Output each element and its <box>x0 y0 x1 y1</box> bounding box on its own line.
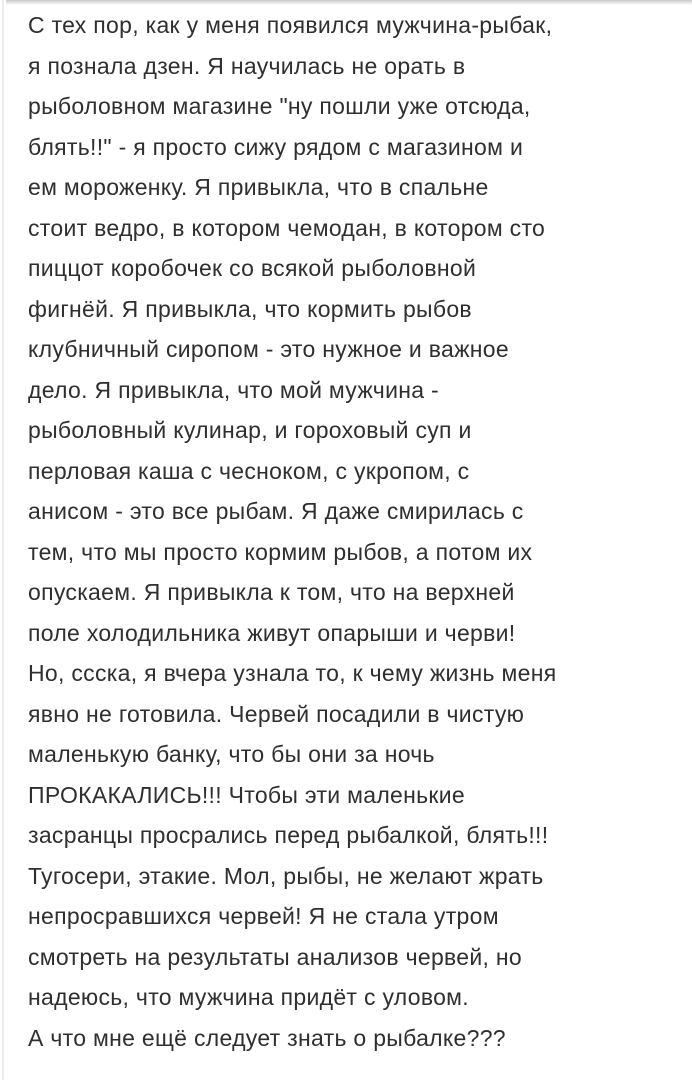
text-line: непросравшихся червей! Я не стала утром <box>28 903 499 929</box>
text-line: смотреть на результаты анализов червей, но <box>28 943 523 970</box>
text-line: фигнёй. Я привыкла, что кормить рыбов <box>28 295 472 322</box>
text-line: дело. Я привыкла, что мой мужчина - <box>28 376 439 403</box>
post-text-block <box>28 5 682 1058</box>
text-line: маленькую банку, что бы они за ночь <box>28 741 435 767</box>
text-line: надеюсь, что мужчина придёт с уловом. <box>28 984 469 1010</box>
text-line: я познала дзен. Я научилась не орать в <box>28 52 466 79</box>
text-line: тем, что мы просто кормим рыбов, а потом их <box>28 538 533 565</box>
text-line: засранцы просрались перед рыбалкой, блять!!! <box>28 822 549 848</box>
text-line: А что мне ещё следует знать о рыбалке??? <box>28 1024 506 1051</box>
text-line: ПРОКАКАЛИСЬ!!! Чтобы эти маленькие <box>28 781 466 808</box>
text-line: ем мороженку. Я привыкла, что в спальне <box>28 174 489 200</box>
text-line: Но, ссска, я вчера узнала то, к чему жизнь меня <box>28 660 557 686</box>
text-line: перловая каша с чесноком, с укропом, с <box>28 457 470 484</box>
text-line: Тугосери, этакие. Мол, рыбы, не желают жрать <box>28 862 544 889</box>
text-line: рыболовном магазине "ну пошли уже отсюда, <box>28 93 531 119</box>
text-line: пиццот коробочек со всякой рыболовной <box>28 255 477 281</box>
text-line: С тех пор, как у меня появился мужчина-рыбак, <box>28 12 553 38</box>
text-line: стоит ведро, в котором чемодан, в котором сто <box>28 214 546 241</box>
text-line: поле холодильника живут опарыши и черви! <box>28 619 516 646</box>
text-line: рыболовный кулинар, и гороховый суп и <box>28 417 472 443</box>
text-line: явно не готовила. Червей посадили в чистую <box>28 700 525 727</box>
text-line: анисом - это все рыбам. Я даже смирилась с <box>28 498 524 524</box>
text-line: опускаем. Я привыкла к том, что на верхней <box>28 579 515 605</box>
left-edge-line <box>2 0 4 1080</box>
text-line: блять!!" - я просто сижу рядом с магазином и <box>28 133 524 160</box>
text-line: клубничный сиропом - это нужное и важное <box>28 336 509 362</box>
